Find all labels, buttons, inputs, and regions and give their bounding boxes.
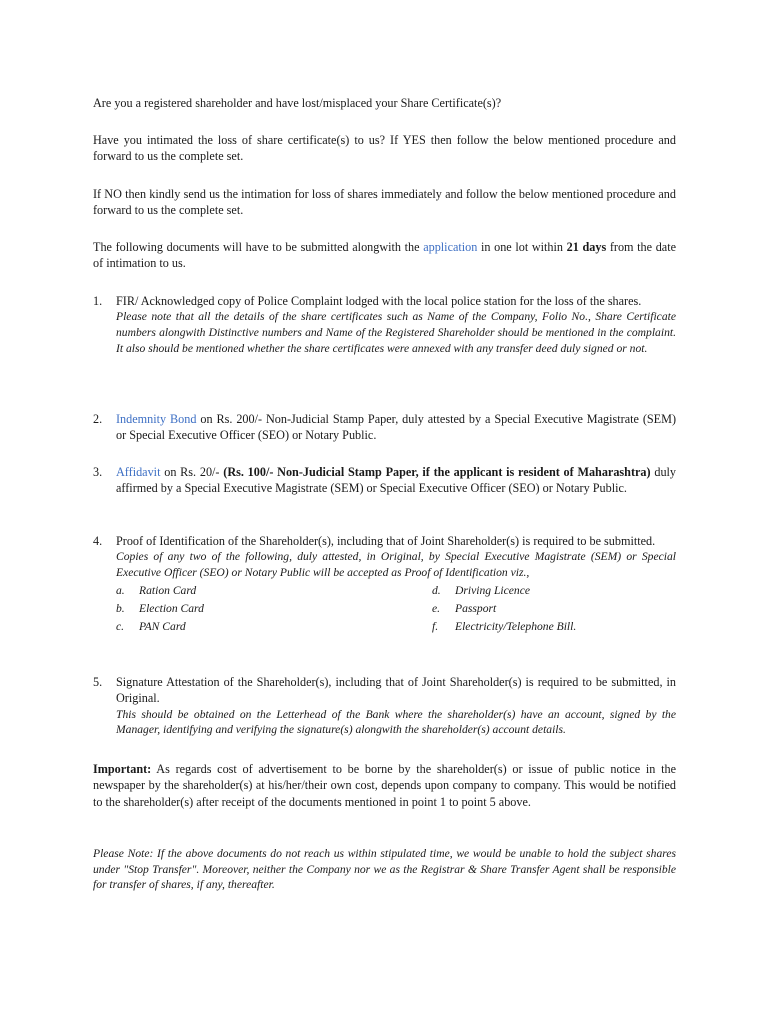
list-item-1 — [93, 293, 676, 356]
item-2-body: on Rs. 200/- Non-Judicial Stamp Paper, duly attested by a Special Executive Magistrate (SEM) or Special Executive Officer (SEO) or Notary Public. — [116, 412, 677, 443]
option-letter: b. — [116, 601, 125, 615]
item-1-text: FIR/ Acknowledged copy of Police Complaint lodged with the local police station for the loss of the shares. — [116, 294, 642, 308]
item-5-note: This should be obtained on the Letterhead of the Bank where the shareholder(s) have an account, signed by the Manager, identifying and verifying the signature(s) alongwith the shareholder(s) account details. — [116, 707, 676, 737]
item-number: 4. — [93, 534, 103, 548]
id-option — [432, 618, 676, 636]
item-number: 3. — [93, 465, 103, 479]
item-4-note: Copies of any two of the following, duly attested, in Original, by Special Executive Magistrate (SEM) or Special Executive Officer (SEO) or Notary Public will be accepted as Proof of Identification viz., — [116, 550, 676, 579]
documents-post-text: from the date of intimation to us. — [93, 240, 677, 271]
intro-question-3: If NO then kindly send us the intimation for loss of shares immediately and follow the below mentioned procedure and forward to us the complete set. — [93, 187, 676, 218]
important-text: As regards cost of advertisement to be borne by the shareholder(s) or issue of public notice in the newspaper by the shareholder(s) at his/her/their own cost, depends upon company to company. This would be notified to the shareholder(s) after receipt of the documents mentioned in point 1 to point 5 above. — [93, 762, 676, 809]
item-number: 2. — [93, 412, 103, 426]
intro-question-2: Have you intimated the loss of share certificate(s) to us? If YES then follow the below mentioned procedure and forward to us the complete set. — [93, 133, 676, 164]
item-5-text: Signature Attestation of the Shareholder(s), including that of Joint Shareholder(s) is required to be submitted, in Original. — [116, 675, 676, 706]
option-letter: e. — [432, 601, 441, 615]
important-label: Important: — [93, 762, 152, 776]
item-1-note: Please note that all the details of the share certificates such as Name of the Company, Folio No., Share Certificate numbers alongwith Distinctive numbers and Name of the Registered Shareholder should be mentioned in the complaint. It also should be mentioned whether the share certificates were annexed with any transfer deed duly signed or not. — [116, 310, 676, 355]
option-label: Ration Card — [139, 583, 197, 597]
list-item-2 — [93, 411, 676, 444]
option-label: Election Card — [139, 601, 204, 615]
documents-paragraph — [93, 239, 676, 272]
id-proof-options — [116, 582, 676, 636]
option-label: Electricity/Telephone Bill. — [455, 619, 577, 633]
option-label: Passport — [455, 601, 497, 615]
important-paragraph — [93, 761, 676, 810]
intro-question-1: Are you a registered shareholder and have lost/misplaced your Share Certificate(s)? — [93, 96, 502, 110]
option-letter: a. — [116, 583, 125, 597]
option-letter: d. — [432, 583, 441, 597]
item-3-bold: (Rs. 100/- Non-Judicial Stamp Paper, if the applicant is resident of Maharashtra) — [223, 465, 651, 479]
item-number: 1. — [93, 294, 103, 308]
list-item-3 — [93, 464, 676, 497]
item-number: 5. — [93, 675, 103, 689]
id-option — [432, 582, 676, 600]
affidavit-link[interactable]: Affidavit — [116, 465, 161, 479]
deadline-days: 21 days — [566, 240, 607, 254]
indemnity-bond-link[interactable]: Indemnity Bond — [116, 412, 197, 426]
documents-pre-text: The following documents will have to be submitted alongwith the — [93, 240, 420, 254]
documents-mid-text: in one lot within — [481, 240, 564, 254]
option-label: PAN Card — [139, 619, 186, 633]
final-note: Please Note: If the above documents do not reach us within stipulated time, we would be unable to hold the subject shares under "Stop Transfer". Moreover, neither the Company nor we as the Registrar & Share Transfer Agent shall be responsible for transfer of shares, if any, thereafter. — [93, 847, 676, 892]
option-letter: c. — [116, 619, 125, 633]
id-option — [116, 618, 432, 636]
item-4-text: Proof of Identification of the Shareholder(s), including that of Joint Shareholder(s) is required to be submitted. — [116, 534, 656, 548]
item-3-pre: on Rs. 20/- — [164, 465, 220, 479]
item-2-text — [116, 411, 676, 444]
id-option — [432, 600, 676, 618]
application-link[interactable]: application — [423, 240, 478, 254]
item-3-text — [116, 464, 676, 497]
id-option — [116, 600, 432, 618]
option-label: Driving Licence — [455, 583, 531, 597]
list-item-4 — [93, 533, 676, 636]
list-item-5 — [93, 674, 676, 738]
id-option — [116, 582, 432, 600]
item-3-post: duly affirmed by a Special Executive Magistrate (SEM) or Special Executive Officer (SEO) or Notary Public. — [116, 465, 677, 496]
option-letter: f. — [432, 619, 439, 633]
